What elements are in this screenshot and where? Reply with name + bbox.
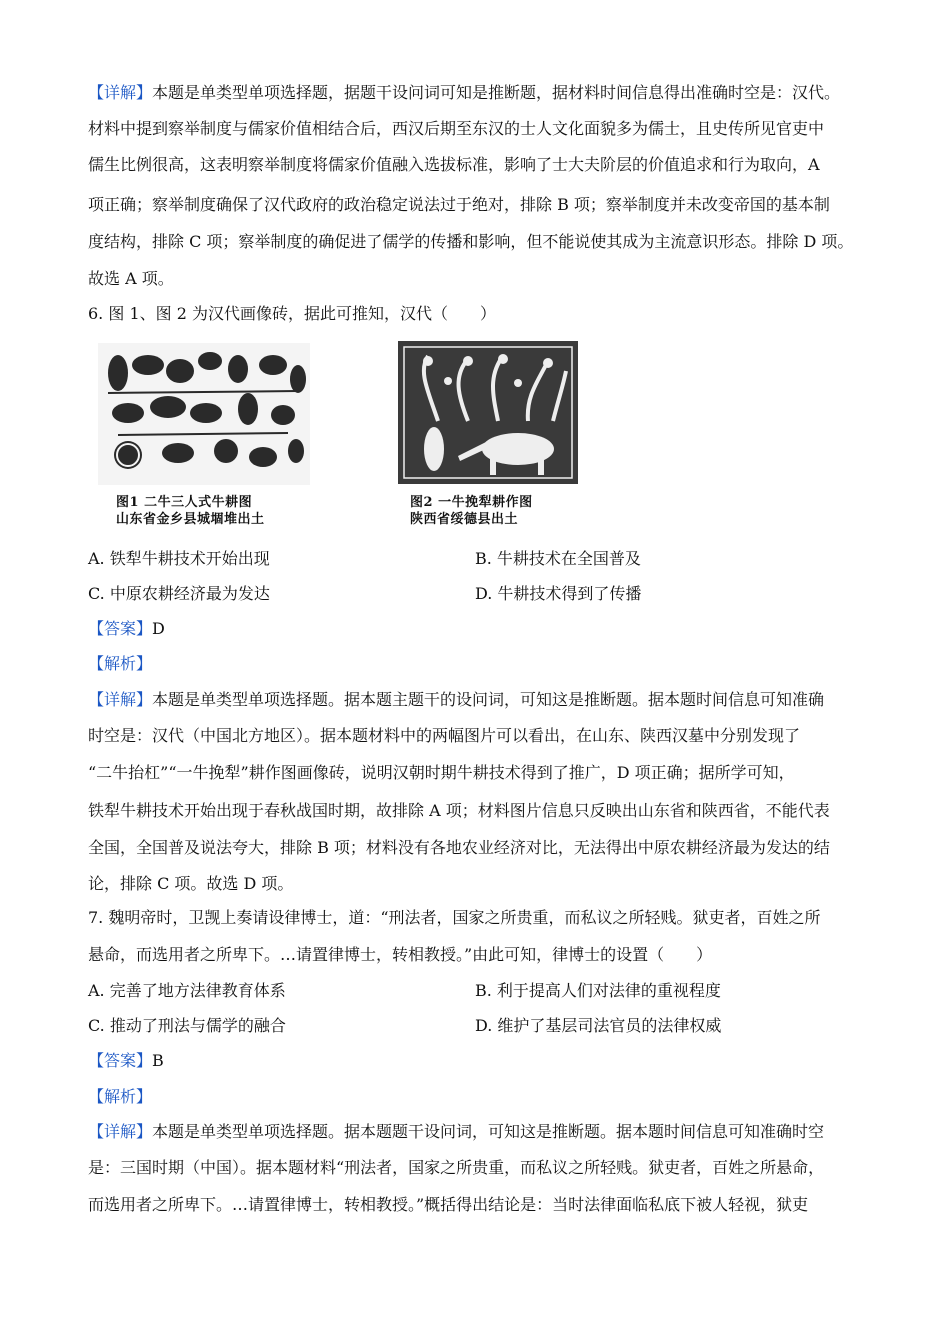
detail-tag: 【详解】 bbox=[88, 690, 153, 709]
q6-detail-line-4: 铁犁牛耕技术开始出现于春秋战国时期，故排除 A 项；材料图片信息只反映出山东省和陕西省，不能代表 bbox=[88, 801, 830, 820]
q7-option-d[interactable]: D. 维护了基层司法官员的法律权威 bbox=[475, 1016, 722, 1035]
answer-tag: 【答案】 bbox=[88, 619, 153, 638]
q7-detail-line-3: 而选用者之所卑下。…请置律博士，转相教授。”概括得出结论是：当时法律面临私底下被人轻视，狱吏 bbox=[88, 1195, 809, 1214]
answer-value: D bbox=[152, 619, 165, 638]
answer-tag: 【答案】 bbox=[88, 1051, 153, 1070]
figure-2-plowing-relief bbox=[398, 341, 578, 484]
q5-detail-line-3: 儒生比例很高，这表明察举制度将儒家价值融入选拔标准，影响了士大夫阶层的价值追求和行为取向，A bbox=[88, 155, 820, 174]
q7-option-a[interactable]: A. 完善了地方法律教育体系 bbox=[88, 981, 286, 1000]
q5-detail-line-1 bbox=[88, 83, 878, 103]
q6-option-c[interactable]: C. 中原农耕经济最为发达 bbox=[88, 584, 270, 603]
q7-stem-line-2: 悬命，而选用者之所卑下。…请置律博士，转相教授。”由此可知，律博士的设置（ ） bbox=[88, 945, 713, 964]
q6-analysis-heading bbox=[88, 654, 878, 674]
answer-value: B bbox=[152, 1051, 164, 1070]
q7-answer bbox=[88, 1051, 878, 1071]
two-oxen-plowing-image bbox=[98, 343, 310, 485]
q7-detail-line-2: 是：三国时期（中国）。据本题材料“刑法者，国家之所贵重，而私议之所轻贱。狱吏者，百姓之所悬命， bbox=[88, 1158, 825, 1177]
figure-1-caption-source: 山东省金乡县城堌堆出土 bbox=[116, 512, 265, 527]
detail-text: 本题是单类型单项选择题。据本题题干设问词，可知这是推断题。据本题时间信息可知准确时空 bbox=[152, 1122, 825, 1141]
q7-option-b[interactable]: B. 利于提高人们对法律的重视程度 bbox=[475, 981, 721, 1000]
detail-tag: 【详解】 bbox=[88, 83, 153, 102]
q6-detail-line-5: 全国，全国普及说法夸大，排除 B 项；材料没有各地农业经济对比，无法得出中原农耕经济最为发达的结 bbox=[88, 838, 830, 857]
q5-detail-line-6: 故选 A 项。 bbox=[88, 269, 174, 288]
q6-detail-line-6: 论，排除 C 项。故选 D 项。 bbox=[88, 874, 294, 893]
detail-text: 本题是单类型单项选择题，据题干设问词可知是推断题，据材料时间信息得出准确时空是：汉代。 bbox=[152, 83, 841, 102]
figure-1-plowing-relief bbox=[98, 343, 310, 485]
one-ox-plowing-image bbox=[398, 341, 578, 484]
q7-detail-line-1 bbox=[88, 1122, 878, 1142]
q6-option-b[interactable]: B. 牛耕技术在全国普及 bbox=[475, 549, 641, 568]
figure-2-caption-title: 图2 一牛挽犁耕作图 bbox=[410, 495, 533, 510]
detail-tag: 【详解】 bbox=[88, 1122, 153, 1141]
figure-1-caption-title: 图1 二牛三人式牛耕图 bbox=[116, 495, 253, 510]
q5-detail-line-2: 材料中提到察举制度与儒家价值相结合后，西汉后期至东汉的士人文化面貌多为儒士，且史传所见官吏中 bbox=[88, 119, 825, 138]
q6-detail-line-3: “二牛抬杠”“一牛挽犁”耕作图画像砖，说明汉朝时期牛耕技术得到了推广，D 项正确；据所学可知， bbox=[88, 763, 795, 782]
q5-detail-line-5: 度结构，排除 C 项；察举制度的确促进了儒学的传播和影响，但不能说使其成为主流意识形态。排除 D 项。 bbox=[88, 232, 854, 251]
q6-detail-line-2: 时空是：汉代（中国北方地区）。据本题材料中的两幅图片可以看出，在山东、陕西汉墓中分别发现了 bbox=[88, 726, 801, 745]
q6-option-a[interactable]: A. 铁犁牛耕技术开始出现 bbox=[88, 549, 270, 568]
q7-option-c[interactable]: C. 推动了刑法与儒学的融合 bbox=[88, 1016, 286, 1035]
q6-answer bbox=[88, 619, 878, 639]
analysis-tag: 【解析】 bbox=[88, 1087, 153, 1106]
q5-detail-line-4: 项正确；察举制度确保了汉代政府的政治稳定说法过于绝对，排除 B 项；察举制度并未改变帝国的基本制 bbox=[88, 195, 830, 214]
analysis-tag: 【解析】 bbox=[88, 654, 153, 673]
q6-option-d[interactable]: D. 牛耕技术得到了传播 bbox=[475, 584, 642, 603]
q6-stem: 6. 图 1、图 2 为汉代画像砖，据此可推知，汉代（ ） bbox=[88, 304, 496, 323]
q7-stem-line-1: 7. 魏明帝时，卫觊上奏请设律博士，道：“刑法者，国家之所贵重，而私议之所轻贱。狱吏者，百姓之所 bbox=[88, 908, 821, 927]
q7-analysis-heading bbox=[88, 1087, 878, 1107]
q6-detail-line-1 bbox=[88, 690, 878, 710]
figure-2-caption-source: 陕西省绥德县出土 bbox=[410, 512, 519, 527]
detail-text: 本题是单类型单项选择题。据本题主题干的设问词，可知这是推断题。据本题时间信息可知准确 bbox=[152, 690, 825, 709]
